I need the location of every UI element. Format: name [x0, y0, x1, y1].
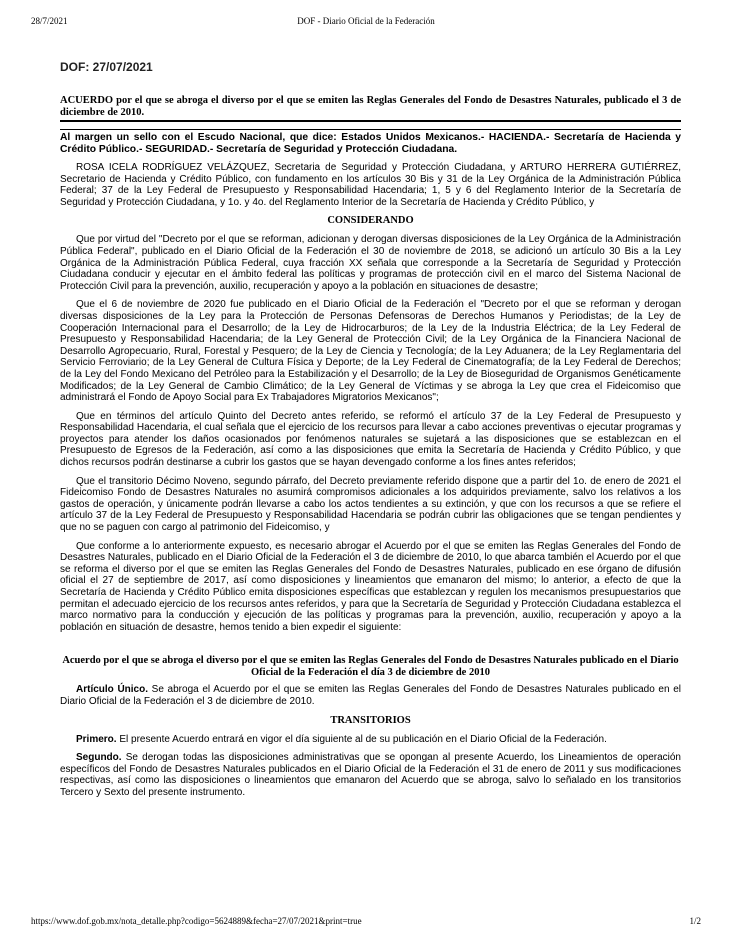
document-title: ACUERDO por el que se abroga el diverso por el que se emiten las Reglas Generales del Fondo de Desastres Naturales, publicado el 3 de diciembre de 2010. — [60, 95, 681, 122]
document-body — [60, 60, 681, 806]
print-title: DOF - Diario Oficial de la Federación — [297, 16, 435, 26]
articulo-unico-text: Se abroga el Acuerdo por el que se emiten las Reglas Generales del Fondo de Desastres Naturales publicado en el Diario Oficial de la Federación el 3 de diciembre de 2010. — [60, 684, 681, 707]
articulo-unico — [60, 684, 681, 707]
transitorio-segundo — [60, 752, 681, 798]
transitorio-primero — [60, 734, 681, 746]
print-footer — [31, 916, 701, 930]
print-date: 28/7/2021 — [31, 16, 68, 26]
primero-label: Primero. — [76, 733, 117, 745]
considerando-paragraph: Que en términos del artículo Quinto del Decreto antes referido, se reformó el artículo 37 de la Ley Federal de Presupuesto y Responsabilidad Hacendaria, el cual señala que el ejercicio de los recursos para llevar a cabo acciones preventivas o ejecutar programas y proyectos para atender los daños ocasionados por fenómenos naturales se sujetará a las disposiciones que se establezcan en el Presupuesto de Egresos de la Federación, así como a las disposiciones que emita la Secretaría de Hacienda y Crédito Público, y que dichos recursos podrán destinarse a cubrir los gastos que se hayan devengado conforme a los fines antes referidos; — [60, 410, 681, 469]
transitorios-heading: TRANSITORIOS — [330, 714, 411, 726]
considerando-paragraph: Que el transitorio Décimo Noveno, segundo párrafo, del Decreto previamente referido dispone que a partir del 1o. de enero de 2021 el Fideicomiso Fondo de Desastres Naturales no asumirá compromisos adicionales a los adquiridos previamente, salvo los relativos a los gastos de operación, y únicamente podrán llevarse a cabo los actos tendientes a su extinción, y que con los recursos a que se refiere el artículo 37 de la Ley Federal de Presupuesto y Responsabilidad Hacendaria se podrán cubrir las obligaciones que se tengan pendientes y que no se paguen con cargo al patrimonio del Fideicomiso, y — [60, 475, 681, 534]
considerando-heading: CONSIDERANDO — [327, 215, 414, 227]
considerando-paragraph: Que el 6 de noviembre de 2020 fue publicado en el Diario Oficial de la Federación el "Decreto por el que se reforman y derogan diversas disposiciones de la Ley para la Protección de Personas Defensoras de Derechos Humanos y Periodistas; de la Ley de Cooperación Internacional para el Desarrollo; de la Ley de Hidrocarburos; de la Ley de la Industria Eléctrica; de la Ley Federal de Presupuesto y Responsabilidad Hacendaria; de la Ley General de Protección Civil; de la Ley Orgánica de la Financiera Nacional de Desarrollo Agropecuario, Rural, Forestal y Pesquero; de la Ley de Ciencia y Tecnología; de la Ley Aduanera; de la Ley Reglamentaria del Servicio Ferroviario; de la Ley General de Cultura Física y Deporte; de la Ley Federal de Cinematografía; de la Ley Federal de Derechos; de la Ley del Fondo Mexicano del Petróleo para la Estabilización y el Desarrollo; de la Ley de Bioseguridad de Organismos Genéticamente Modificados; de la Ley General de Cambio Climático; de la Ley General de Víctimas y se abroga la Ley que crea el Fideicomiso que administrará el Fondo de Apoyo Social para Ex Trabajadores Migratorios Mexicanos"; — [60, 299, 681, 404]
seal-intro: Al margen un sello con el Escudo Nacional, que dice: Estados Unidos Mexicanos.- HACIENDA.- Secretaría de Hacienda y Crédito Público.- SEGURIDAD.- Secretaría de Seguridad y Protección Ciudadana. — [60, 132, 681, 155]
segundo-label: Segundo. — [76, 752, 122, 764]
page-number: 1/2 — [689, 916, 701, 926]
dof-date: DOF: 27/07/2021 — [60, 60, 153, 74]
primero-text: El presente Acuerdo entrará en vigor el día siguiente al de su publicación en el Diario Oficial de la Federación. — [116, 733, 607, 745]
articulo-unico-label: Artículo Único. — [76, 684, 148, 696]
preamble: ROSA ICELA RODRÍGUEZ VELÁZQUEZ, Secretaria de Seguridad y Protección Ciudadana, y ARTURO HERRERA GUTIÉRREZ, Secretario de Hacienda y Crédito Público, con fundamento en los artículos 30 Bis y 31 de la Ley Orgánica de la Administración Pública Federal; 37 de la Ley Federal de Presupuesto y Responsabilidad Hacendaria; 1, 5 y 6 del Reglamento Interior de la Secretaría de Seguridad y Protección Ciudadana, y 1o. y 4o. del Reglamento Interior de la Secretaría de Hacienda y Crédito Público, y — [60, 162, 681, 208]
print-url: https://www.dof.gob.mx/nota_detalle.php?codigo=5624889&fecha=27/07/2021&print=true — [31, 916, 362, 926]
title-divider — [60, 129, 681, 130]
considerando-paragraph: Que por virtud del "Decreto por el que se reforman, adicionan y derogan diversas disposiciones de la Ley Orgánica de la Administración Pública Federal", publicado en el Diario Oficial de la Federación el 30 de noviembre de 2018, se adicionó un artículo 30 Bis a la Ley Orgánica de la Administración Pública Federal, cuya fracción XX señala que corresponde a la Secretaría de Seguridad y Protección Ciudadana conducir y ejecutar en el ámbito federal las políticas y programas de protección civil en el marco del Sistema Nacional de Protección Civil para la prevención, auxilio, recuperación y apoyo a la población en situaciones de desastre; — [60, 234, 681, 292]
considerando-paragraph: Que conforme a lo anteriormente expuesto, es necesario abrogar el Acuerdo por el que se emiten las Reglas Generales del Fondo de Desastres Naturales, publicado en el Diario Oficial de la Federación el 3 de diciembre de 2010, lo que abarca también el Acuerdo por el que se reforma el diverso por el que se emiten las Reglas Generales del Fondo de Desastres Naturales, publicado en ese órgano de difusión oficial el 27 de septiembre de 2017, así como disposiciones y lineamientos que emanaron del mismo; lo anterior, a efecto de que la Secretaría de Hacienda y Crédito Público emita disposiciones específicas que establezcan y regulen los mecanismos presupuestarios que permitan el adecuado ejercicio de los recursos antes referidos, y para que la Secretaría de Seguridad y Protección Ciudadana establezca el marco normativo para la conducción y ejecución de las políticas y programas para la prevención, auxilio, recuperación y apoyo a la población en situación de desastre, hemos tenido a bien expedir el siguiente: — [60, 540, 681, 633]
print-header — [31, 16, 701, 30]
segundo-text: Se derogan todas las disposiciones administrativas que se opongan al presente Acuerdo, los Lineamientos de operación específicos del Fondo de Desastres Naturales publicados en el Diario Oficial de la Federación el 31 de enero de 2011 y sus modificaciones respectivas, así como las disposiciones o lineamientos que emanaron del Acuerdo que se abroga, salvo lo señalado en los transitorios Tercero y Sexto del presente instrumento. — [60, 752, 681, 798]
acuerdo-title: Acuerdo por el que se abroga el diverso por el que se emiten las Reglas Generales del Fondo de Desastres Naturales publicado en el Diario Oficial de la Federación el día 3 de diciembre de 2010 — [62, 655, 679, 679]
